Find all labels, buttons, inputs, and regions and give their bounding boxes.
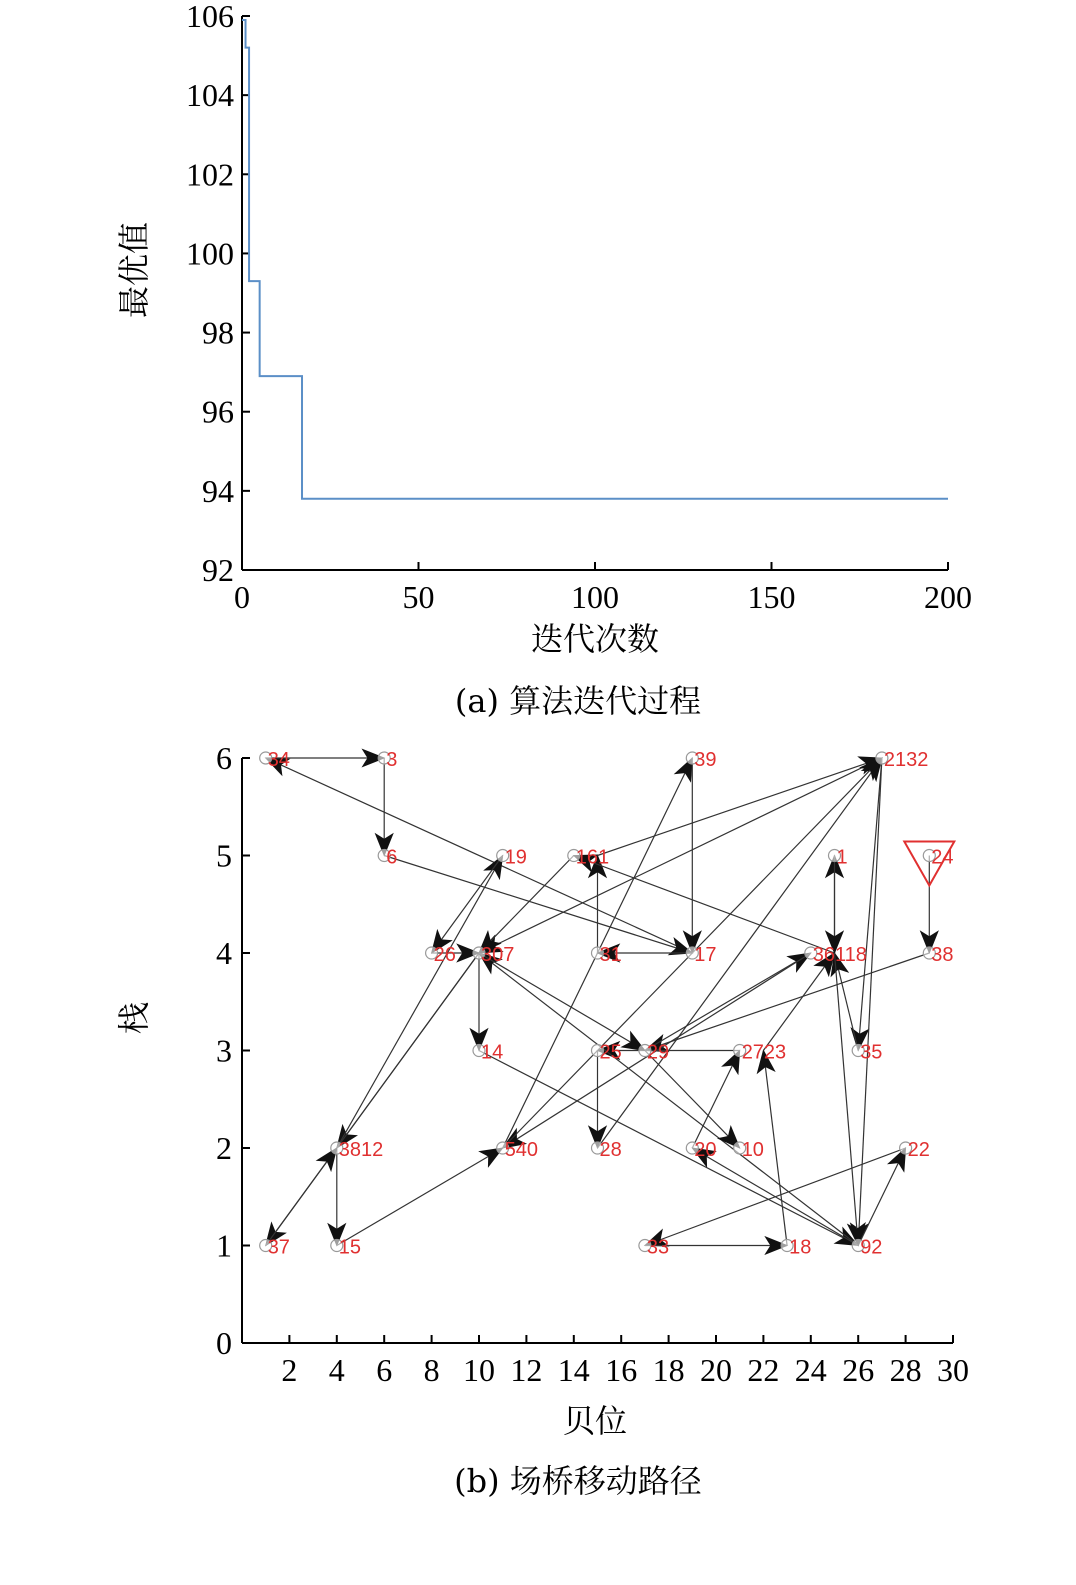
chart-b-x-tick-label: 18 <box>652 1352 685 1388</box>
point-label: 37 <box>267 1236 290 1259</box>
point-label: 10 <box>741 1139 764 1161</box>
point-label: 1 <box>836 846 848 869</box>
chart-b-y-tick-label: 4 <box>216 935 232 971</box>
chart-b-x-tick-label: 22 <box>747 1352 780 1388</box>
chart-a-x-tick-label: 0 <box>234 579 250 615</box>
chart-b-y-tick-label: 3 <box>216 1032 232 1069</box>
point-label: 3 <box>386 749 398 771</box>
route-arrow <box>645 1051 740 1149</box>
chart-b-y-label: 栈 <box>115 1001 153 1035</box>
chart-a-caption: (a) 算法迭代过程 <box>454 682 702 720</box>
point-label: 25 <box>599 1041 622 1064</box>
point-label: 3812 <box>338 1139 384 1161</box>
chart-b-x-tick-label: 2 <box>281 1352 298 1388</box>
route-arrow <box>479 856 574 954</box>
point-label: 29 <box>646 1041 670 1064</box>
chart-b-y-tick-label: 6 <box>216 740 232 776</box>
route-arrow <box>432 856 503 954</box>
route-arrow <box>337 1148 503 1246</box>
chart-b-x-tick-label: 26 <box>842 1352 875 1388</box>
chart-b-x-tick-label: 6 <box>376 1352 393 1388</box>
point-label: 2723 <box>741 1041 787 1064</box>
chart-a-x-tick-label: 50 <box>402 579 435 615</box>
route-arrow <box>337 856 503 1149</box>
route-arrow <box>598 758 882 856</box>
route-arrow <box>645 1148 906 1246</box>
chart-a-y-tick-label: 100 <box>186 235 234 272</box>
chart-b-x-tick-label: 16 <box>605 1352 638 1388</box>
point-label: 20 <box>694 1139 717 1161</box>
point-label: 33 <box>646 1236 670 1259</box>
point-label: 15 <box>338 1236 362 1259</box>
point-label: 26 <box>433 944 456 966</box>
chart-b-x-tick-label: 24 <box>794 1352 827 1388</box>
point-label: 540 <box>504 1139 539 1161</box>
chart-a-x-tick-label: 100 <box>571 579 619 615</box>
chart-b-route-arrows <box>266 758 930 1246</box>
chart-a-x-label: 迭代次数 <box>530 620 660 658</box>
route-arrow <box>835 953 859 1246</box>
point-label: 92 <box>860 1236 883 1259</box>
chart-b-x-tick-label: 12 <box>510 1352 543 1388</box>
point-label: 38 <box>931 944 954 966</box>
chart-b-x-tick-label: 8 <box>423 1352 440 1388</box>
chart-b-y-tick-label: 1 <box>216 1227 232 1264</box>
chart-b-x-tick-label: 20 <box>700 1352 732 1388</box>
chart-b-x-tick-label: 4 <box>328 1352 345 1388</box>
point-label: 18 <box>789 1236 812 1259</box>
point-label: 35 <box>860 1041 883 1064</box>
chart-a-convergence <box>115 0 972 720</box>
chart-b-y-tick-label: 0 <box>216 1325 232 1361</box>
point-label: 24 <box>931 846 954 869</box>
point-label: 31 <box>599 944 622 966</box>
route-arrow <box>384 856 692 954</box>
chart-b-x-tick-label: 10 <box>463 1352 495 1388</box>
route-arrow <box>763 953 834 1051</box>
point-label: 22 <box>907 1139 930 1161</box>
chart-a-y-tick-label: 92 <box>202 552 234 588</box>
route-arrow <box>692 1051 739 1149</box>
chart-b-y-tick-label: 5 <box>216 837 232 874</box>
chart-a-y-tick-label: 104 <box>186 77 234 114</box>
point-label: 28 <box>599 1139 622 1161</box>
point-label: 19 <box>504 846 527 869</box>
chart-b-y-tick-label: 2 <box>216 1130 232 1166</box>
chart-a-series-line <box>242 20 948 499</box>
chart-b-x-label: 贝位 <box>562 1402 628 1440</box>
route-arrow <box>266 1148 337 1246</box>
chart-a-y-label: 最优值 <box>115 221 153 319</box>
point-label: 307 <box>481 944 515 966</box>
chart-b-point-labels <box>268 749 954 1259</box>
route-arrow <box>763 1051 787 1246</box>
chart-a-y-tick-label: 98 <box>202 314 234 351</box>
route-arrow <box>266 758 693 953</box>
chart-b-points <box>260 752 936 1252</box>
chart-b-caption: (b) 场桥移动路径 <box>454 1462 702 1500</box>
route-arrow <box>479 758 882 953</box>
point-label: 2132 <box>883 749 929 771</box>
chart-b-x-tick-label: 14 <box>557 1352 590 1388</box>
route-arrow <box>479 953 645 1051</box>
point-label: 17 <box>694 944 717 966</box>
chart-a-x-tick-label: 150 <box>747 579 796 615</box>
chart-a-y-tick-label: 94 <box>202 472 234 509</box>
point-label: 36118 <box>812 944 867 966</box>
point-label: 14 <box>481 1041 504 1064</box>
point-label: 34 <box>267 749 290 771</box>
chart-a-x-tick-label: 200 <box>924 579 972 615</box>
chart-a-y-tick-label: 102 <box>186 156 234 193</box>
chart-a-y-tick-label: 106 <box>186 0 234 34</box>
chart-b-route <box>115 740 969 1500</box>
route-arrow <box>574 856 835 954</box>
chart-a-y-ticks <box>186 0 250 588</box>
point-label: 39 <box>694 749 717 771</box>
chart-a-y-tick-label: 96 <box>202 393 234 430</box>
point-label: 161 <box>575 846 610 869</box>
chart-b-y-ticks <box>216 740 250 1361</box>
point-label: 6 <box>386 846 398 869</box>
chart-b-x-tick-label: 30 <box>937 1352 969 1388</box>
chart-b-x-tick-label: 28 <box>889 1352 922 1388</box>
